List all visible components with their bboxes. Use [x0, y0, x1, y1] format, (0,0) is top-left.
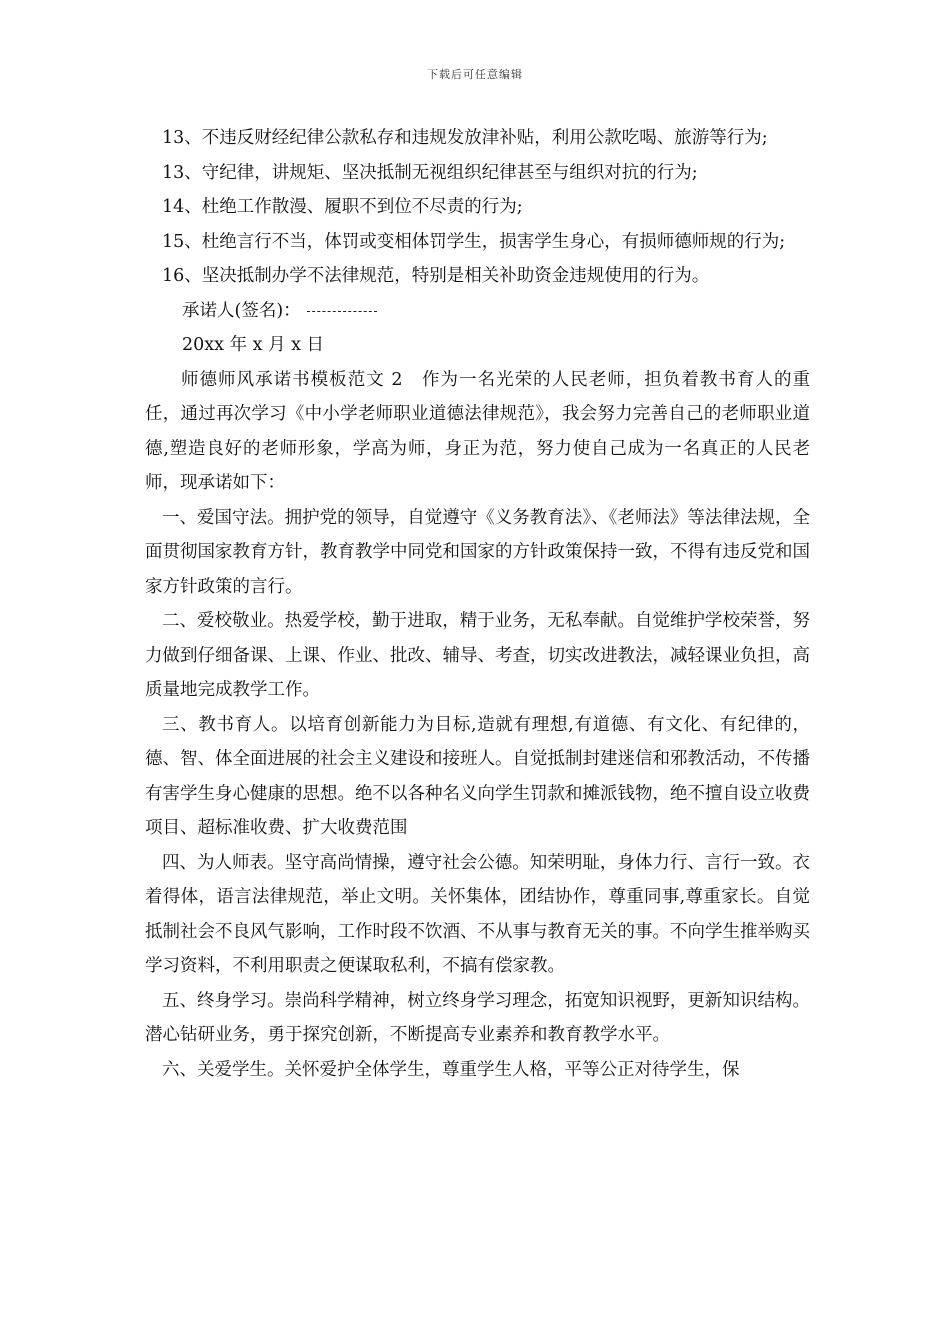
header-note: 下载后可任意编辑 — [427, 68, 523, 81]
paragraph-13b: 13、守纪律，讲规矩、坚决抵制无视组织纪律甚至与组织对抗的行为; — [162, 162, 698, 183]
paragraph-13a: 13、不违反财经纪律公款私存和违规发放津补贴，利用公款吃喝、旅游等行为; — [162, 128, 768, 148]
signature-label: 承诺人(签名)： — [182, 300, 301, 321]
signature-blank — [307, 311, 377, 312]
item-4: 四、为人师表。坚守高尚情操，遵守社会公德。知荣明耻，身体力行、言行一致。衣着得体，语言法律规范，举止文明。关怀集体，团结协作，尊重同事,尊重家长。自觉抵制社会不良风气影响，工作时段不饮酒、不从事与教育无关的事。不向学生推举购买学习资料，不利用职责之便谋取私利，不搞有偿家教。 — [145, 852, 810, 976]
section2-intro: 师德师风承诺书模板范文 2 作为一名光荣的人民老师，担负着教书育人的重任，通过再次学习《中小学老师职业道德法律规范》，我会努力完善自己的老师职业道德,塑造良好的老师形象，学高为师，身正为范，努力使自己成为一名真正的人民老师，现承诺如下： — [145, 369, 810, 493]
paragraph-16: 16、坚决抵制办学不法律规范，特别是相关补助资金违规使用的行为。 — [162, 266, 710, 286]
paragraph-15: 15、杜绝言行不当，体罚或变相体罚学生，损害学生身心，有损师德师规的行为; — [162, 231, 786, 252]
paragraph-14: 14、杜绝工作散漫、履职不到位不尽责的行为; — [162, 197, 523, 217]
document-body — [145, 121, 810, 1087]
item-5: 五、终身学习。崇尚科学精神，树立终身学习理念，拓宽知识视野，更新知识结构。潜心钻研业务，勇于探究创新，不断提高专业素养和教育教学水平。 — [145, 990, 810, 1045]
signature-date: 20xx 年 x 月 x 日 — [182, 335, 325, 355]
item-1: 一、爱国守法。拥护党的领导，自觉遵守《义务教育法》、《老师法》等法律法规，全面贯彻国家教育方针，教育教学中同党和国家的方针政策保持一致，不得有违反党和国家方针政策的言行。 — [145, 507, 810, 597]
item-6: 六、关爱学生。关怀爱护全体学生，尊重学生人格，平等公正对待学生，保 — [162, 1059, 740, 1080]
item-3: 三、教书育人。以培育创新能力为目标,造就有理想,有道德、有文化、有纪律的，德、智、体全面进展的社会主义建设和接班人。自觉抵制封建迷信和邪教活动，不传播有害学生身心健康的思想。绝不以各种名义向学生罚款和摊派钱物，绝不擅自设立收费项目、超标准收费、扩大收费范围 — [145, 714, 810, 838]
item-2: 二、爱校敬业。热爱学校，勤于进取，精于业务，无私奉献。自觉维护学校荣誉，努力做到仔细备课、上课、作业、批改、辅导、考查，切实改进教法，减轻课业负担，高质量地完成教学工作。 — [145, 611, 810, 700]
signature-line — [145, 294, 810, 329]
